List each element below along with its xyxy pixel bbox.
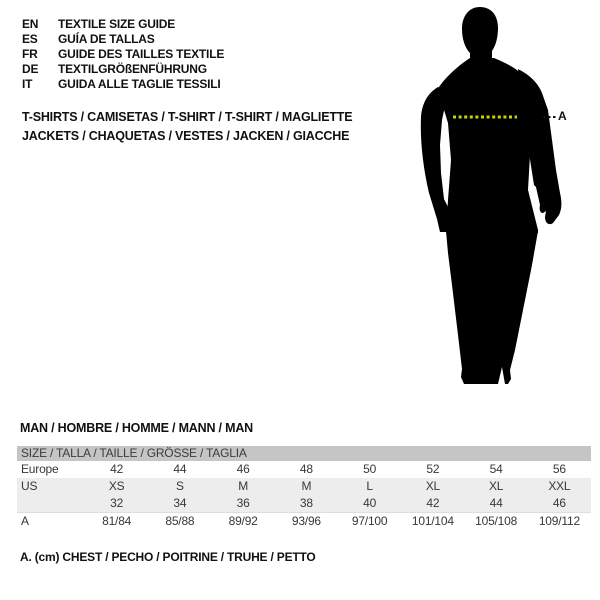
size-cell: M: [301, 479, 312, 493]
row-label: A: [21, 514, 29, 528]
table-row-europe: [17, 461, 591, 478]
language-label: GUIDE DES TAILLES TEXTILE: [58, 47, 225, 61]
row-label: [17, 495, 85, 512]
language-label: TEXTILGRÖßENFÜHRUNG: [58, 62, 207, 76]
size-cell: XL: [488, 479, 504, 493]
silhouette-legs: [446, 231, 538, 384]
size-cell: 54: [489, 462, 503, 476]
size-cell: XL: [425, 479, 441, 493]
size-cell: 46: [552, 496, 566, 510]
measure-label-a: A: [558, 109, 567, 123]
category-line-jackets: JACKETS / CHAQUETAS / VESTES / JACKEN / GIACCHE: [22, 129, 350, 143]
table-row-us: [17, 478, 591, 495]
language-code: DE: [22, 62, 39, 76]
size-cell: 44: [173, 462, 187, 476]
size-cell: 109/112: [538, 514, 580, 528]
size-cell: 46: [236, 462, 250, 476]
size-cell: 32: [110, 496, 124, 510]
language-code: FR: [22, 47, 38, 61]
size-cell: 38: [299, 496, 313, 510]
man-figure: [412, 5, 582, 390]
size-cell: 101/104: [411, 514, 454, 528]
language-row-fr: [22, 47, 224, 62]
size-cell: 105/108: [475, 514, 518, 528]
size-cell: S: [175, 479, 184, 493]
size-cell: 42: [426, 496, 440, 510]
section-heading-man: MAN / HOMBRE / HOMME / MANN / MAN: [20, 421, 253, 435]
table-row-numeric: [17, 495, 591, 512]
language-guide-list: [22, 17, 224, 92]
size-cell: 36: [236, 496, 250, 510]
silhouette-head: [462, 7, 498, 64]
language-row-de: [22, 62, 224, 77]
size-cell: 97/100: [351, 514, 388, 528]
language-row-it: [22, 77, 224, 92]
size-cell: 89/92: [228, 514, 258, 528]
size-cell: L: [366, 479, 373, 493]
size-cell: 40: [363, 496, 377, 510]
size-cell: 93/96: [291, 514, 321, 528]
size-table: [17, 446, 591, 530]
size-cell: 48: [299, 462, 313, 476]
row-label: Europe: [21, 462, 59, 476]
language-label: TEXTILE SIZE GUIDE: [58, 17, 176, 31]
category-block: [22, 108, 352, 146]
language-code: ES: [22, 32, 38, 46]
language-code: EN: [22, 17, 39, 31]
language-row-es: [22, 32, 224, 47]
measurement-footnote: A. (cm) CHEST / PECHO / POITRINE / TRUHE / PETTO: [20, 550, 316, 564]
size-cell: XXL: [548, 479, 571, 493]
size-cell: 44: [489, 496, 503, 510]
language-label: GUIDA ALLE TAGLIE TESSILI: [58, 77, 221, 91]
man-silhouette: [412, 5, 582, 390]
size-cell: 52: [426, 462, 440, 476]
size-cell: 34: [173, 496, 187, 510]
language-label: GUÍA DE TALLAS: [58, 32, 155, 46]
row-label: US: [21, 479, 38, 493]
language-code: IT: [22, 77, 33, 91]
language-row-en: [22, 17, 224, 32]
size-cell: M: [238, 479, 249, 493]
category-line-tshirts: T-SHIRTS / CAMISETAS / T-SHIRT / T-SHIRT / MAGLIETTE: [22, 110, 353, 124]
size-cell: 81/84: [102, 514, 132, 528]
size-cell: 42: [110, 462, 124, 476]
size-cell: 56: [552, 462, 566, 476]
table-row-chest-a: [17, 512, 591, 530]
size-cell: XS: [108, 479, 125, 493]
size-cell: 50: [363, 462, 377, 476]
size-table-header: SIZE / TALLA / TAILLE / GRÖSSE / TAGLIA: [17, 446, 591, 461]
size-cell: 85/88: [165, 514, 195, 528]
